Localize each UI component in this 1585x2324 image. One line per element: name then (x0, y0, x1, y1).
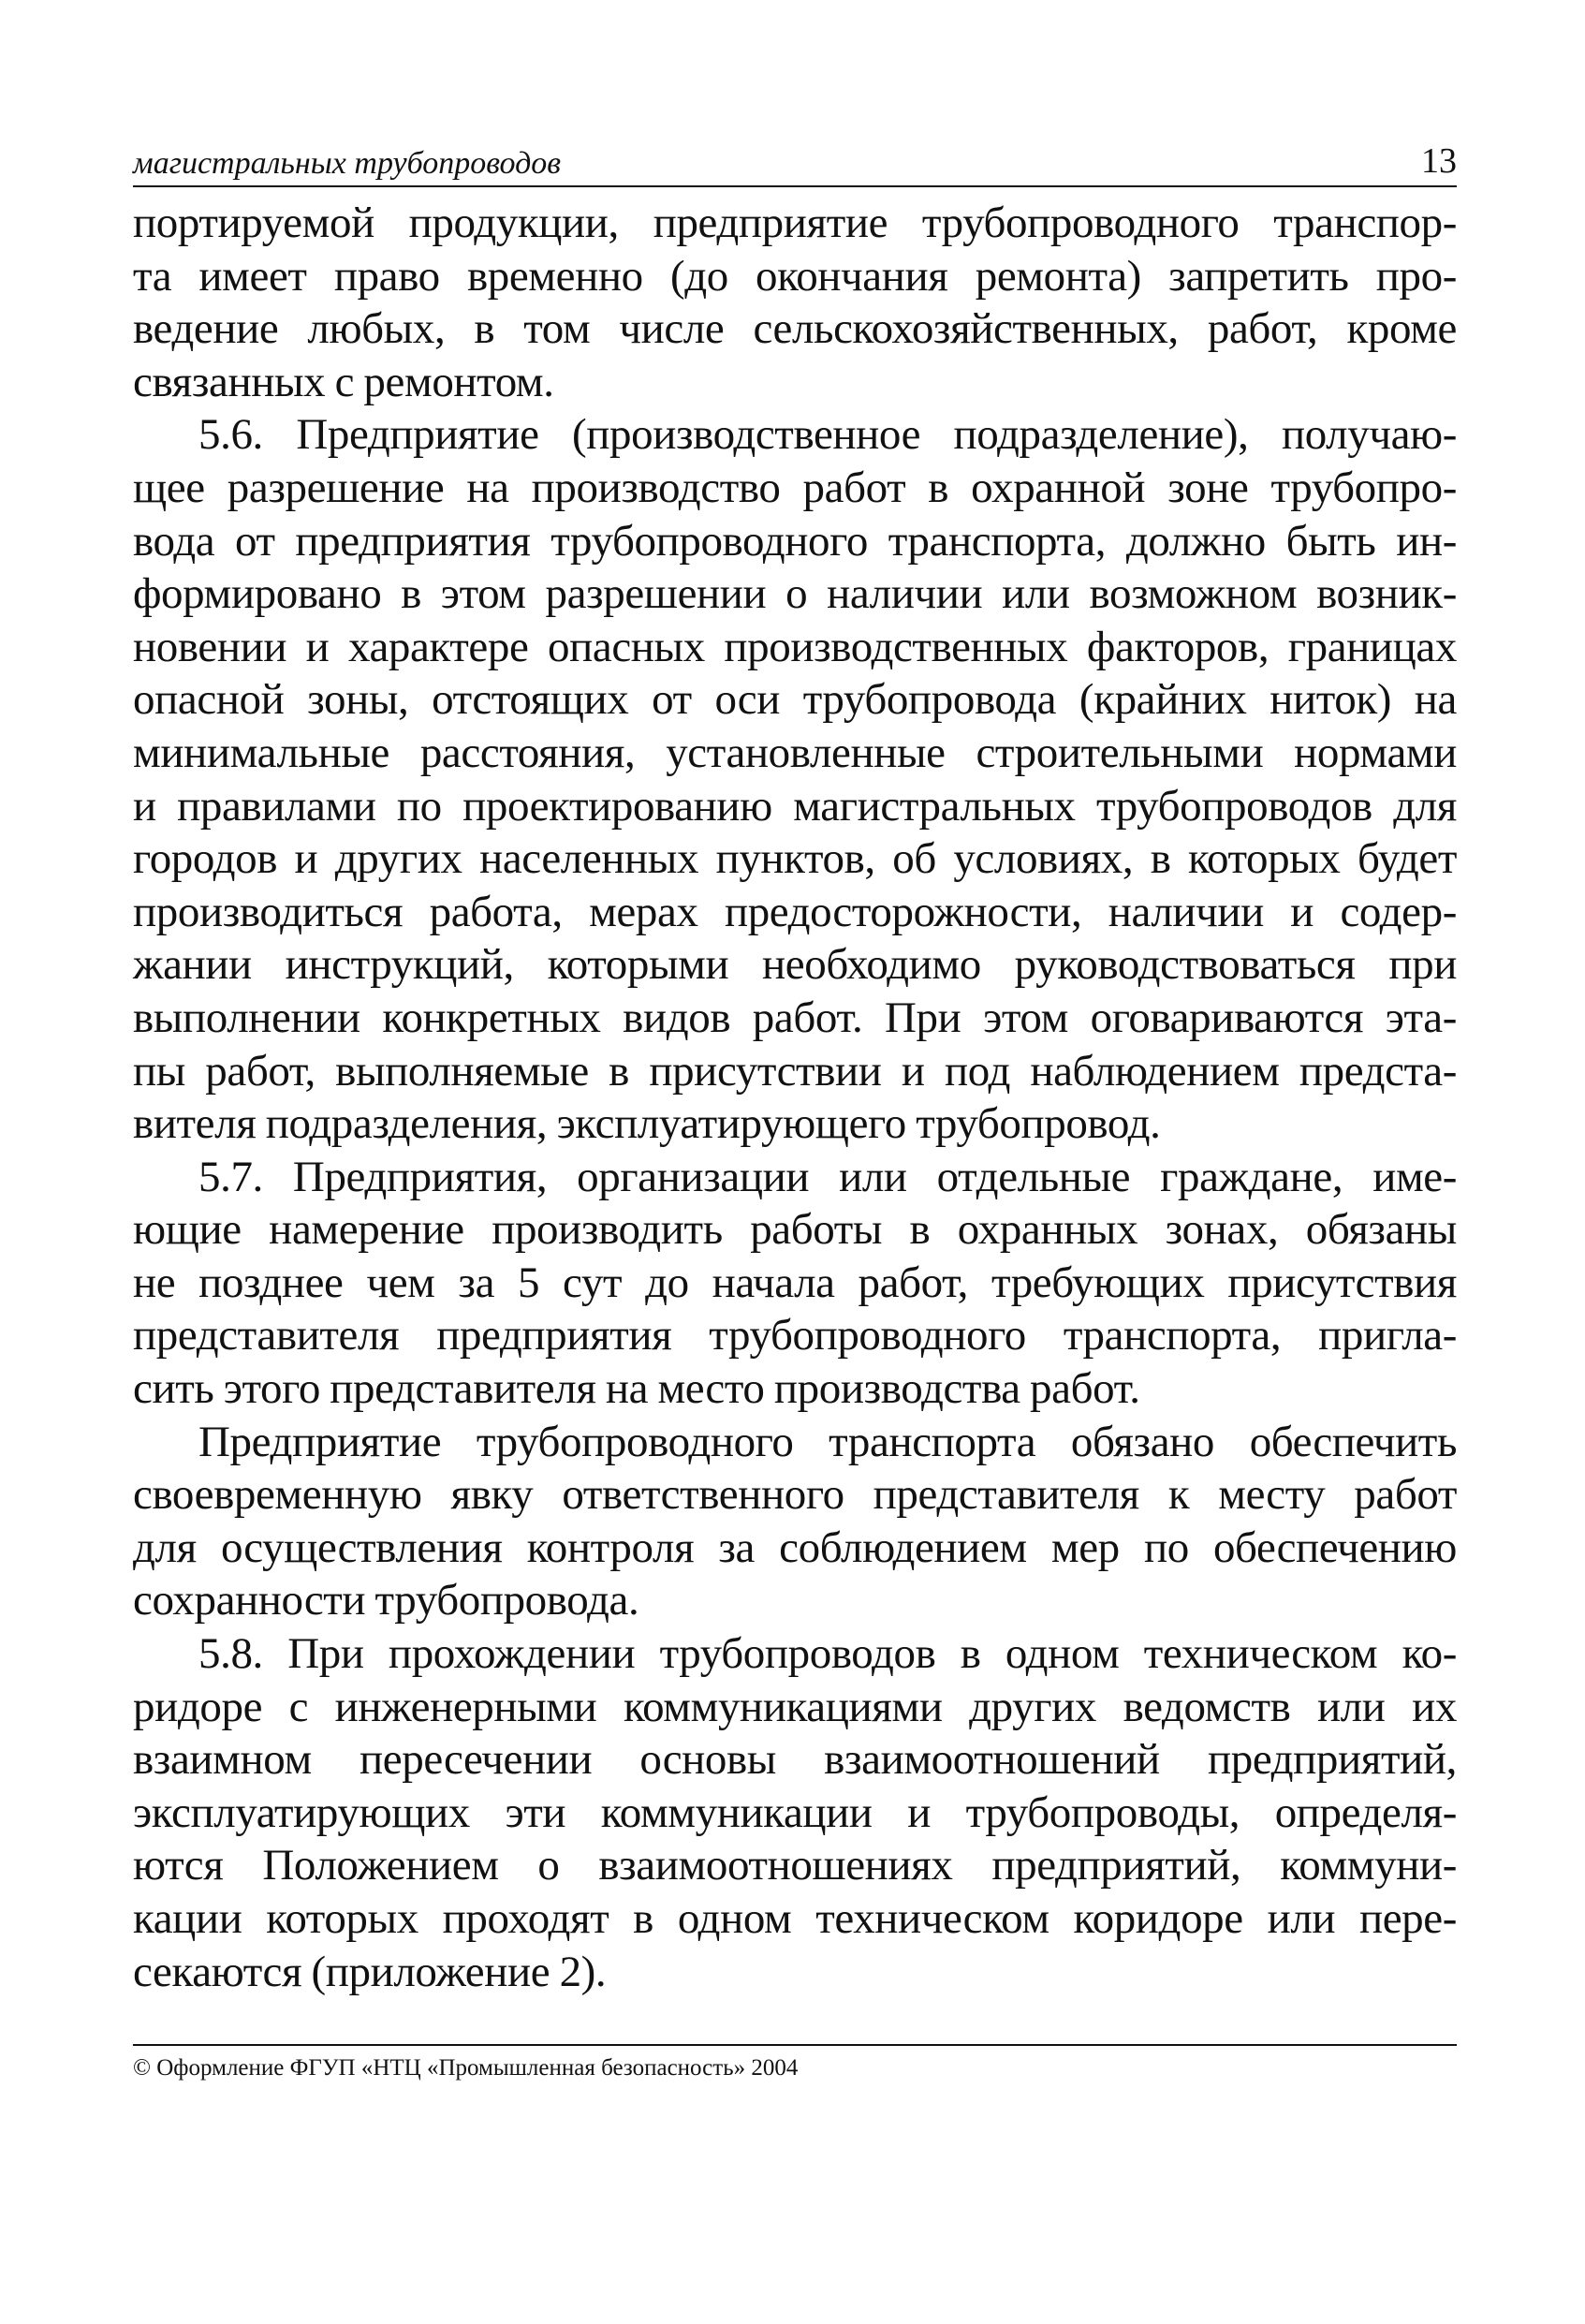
text-line: Предприятие трубопроводного транспорта обязано обеспечить (198, 1417, 1457, 1466)
text-line: 5.8. При прохождении трубопроводов в одном техническом ко- (198, 1629, 1457, 1679)
text-line: городов и других населенных пунктов, об условиях, в которых будет (133, 834, 1457, 884)
text-line: для осуществления контроля за соблюдением мер по обеспечению (133, 1522, 1457, 1572)
page-number: 13 (1421, 141, 1457, 181)
text-line: производиться работа, мерах предосторожности, наличии и содер- (133, 887, 1457, 936)
running-header (133, 140, 1457, 187)
text-line: ются Положением о взаимоотношениях предприятий, коммуни- (133, 1841, 1457, 1890)
text-line: ведение любых, в том числе сельскохозяйственных, работ, кроме (133, 304, 1457, 354)
text-line: новении и характере опасных производственных факторов, границах (133, 622, 1457, 671)
text-line: вителя подразделения, эксплуатирующего трубопровод. (133, 1099, 1161, 1149)
text-line: кации которых проходят в одном техническом коридоре или пере- (133, 1894, 1457, 1943)
text-line: сохранности трубопровода. (133, 1576, 639, 1625)
text-line: не позднее чем за 5 сут до начала работ, требующих присутствия (133, 1258, 1457, 1307)
text-line: формировано в этом разрешении о наличии или возможном возник- (133, 569, 1457, 619)
copyright-notice: © Оформление ФГУП «НТЦ «Промышленная безопасность» 2004 (133, 2055, 799, 2081)
text-line: 5.6. Предприятие (производственное подразделение), получаю- (198, 410, 1457, 460)
text-line: ющие намерение производить работы в охранных зонах, обязаны (133, 1205, 1457, 1255)
text-line: сить этого представителя на место производства работ. (133, 1364, 1140, 1414)
text-line: ридоре с инженерными коммуникациями других ведомств или их (133, 1682, 1457, 1731)
text-line: связанных с ремонтом. (133, 357, 554, 406)
text-line: портируемой продукции, предприятие трубопроводного транспор- (133, 199, 1457, 247)
text-line: минимальные расстояния, установленные строительными нормами (133, 728, 1457, 777)
text-line: взаимном пересечении основы взаимоотношений предприятий, (133, 1735, 1457, 1785)
text-line: щее разрешение на производство работ в охранной зоне трубопро- (133, 463, 1457, 512)
body-text (133, 197, 1457, 1998)
header-title: магистральных трубопроводов (133, 146, 562, 181)
text-line: 5.7. Предприятия, организации или отдельные граждане, име- (198, 1152, 1457, 1201)
text-line: представителя предприятия трубопроводного транспорта, пригла- (133, 1311, 1457, 1361)
text-line: пы работ, выполняемые в присутствии и под наблюдением предста- (133, 1046, 1457, 1096)
paragraph-block (133, 197, 1457, 1998)
text-line: та имеет право временно (до окончания ремонта) запретить про- (133, 251, 1457, 301)
footer (133, 2044, 1457, 2081)
text-line: вода от предприятия трубопроводного транспорта, должно быть ин- (133, 516, 1457, 566)
text-line: секаются (приложение 2). (133, 1947, 607, 1996)
text-line: выполнении конкретных видов работ. При этом оговариваются эта- (133, 993, 1457, 1042)
text-line: эксплуатирующих эти коммуникации и трубопроводы, определя- (133, 1787, 1457, 1837)
document-page (133, 140, 1457, 1998)
text-line: и правилами по проектированию магистральных трубопроводов для (133, 781, 1457, 831)
text-line: своевременную явку ответственного представителя к месту работ (133, 1470, 1457, 1520)
text-line: жании инструкций, которыми необходимо руководствоваться при (133, 940, 1457, 990)
text-line: опасной зоны, отстоящих от оси трубопровода (крайних ниток) на (133, 675, 1457, 725)
